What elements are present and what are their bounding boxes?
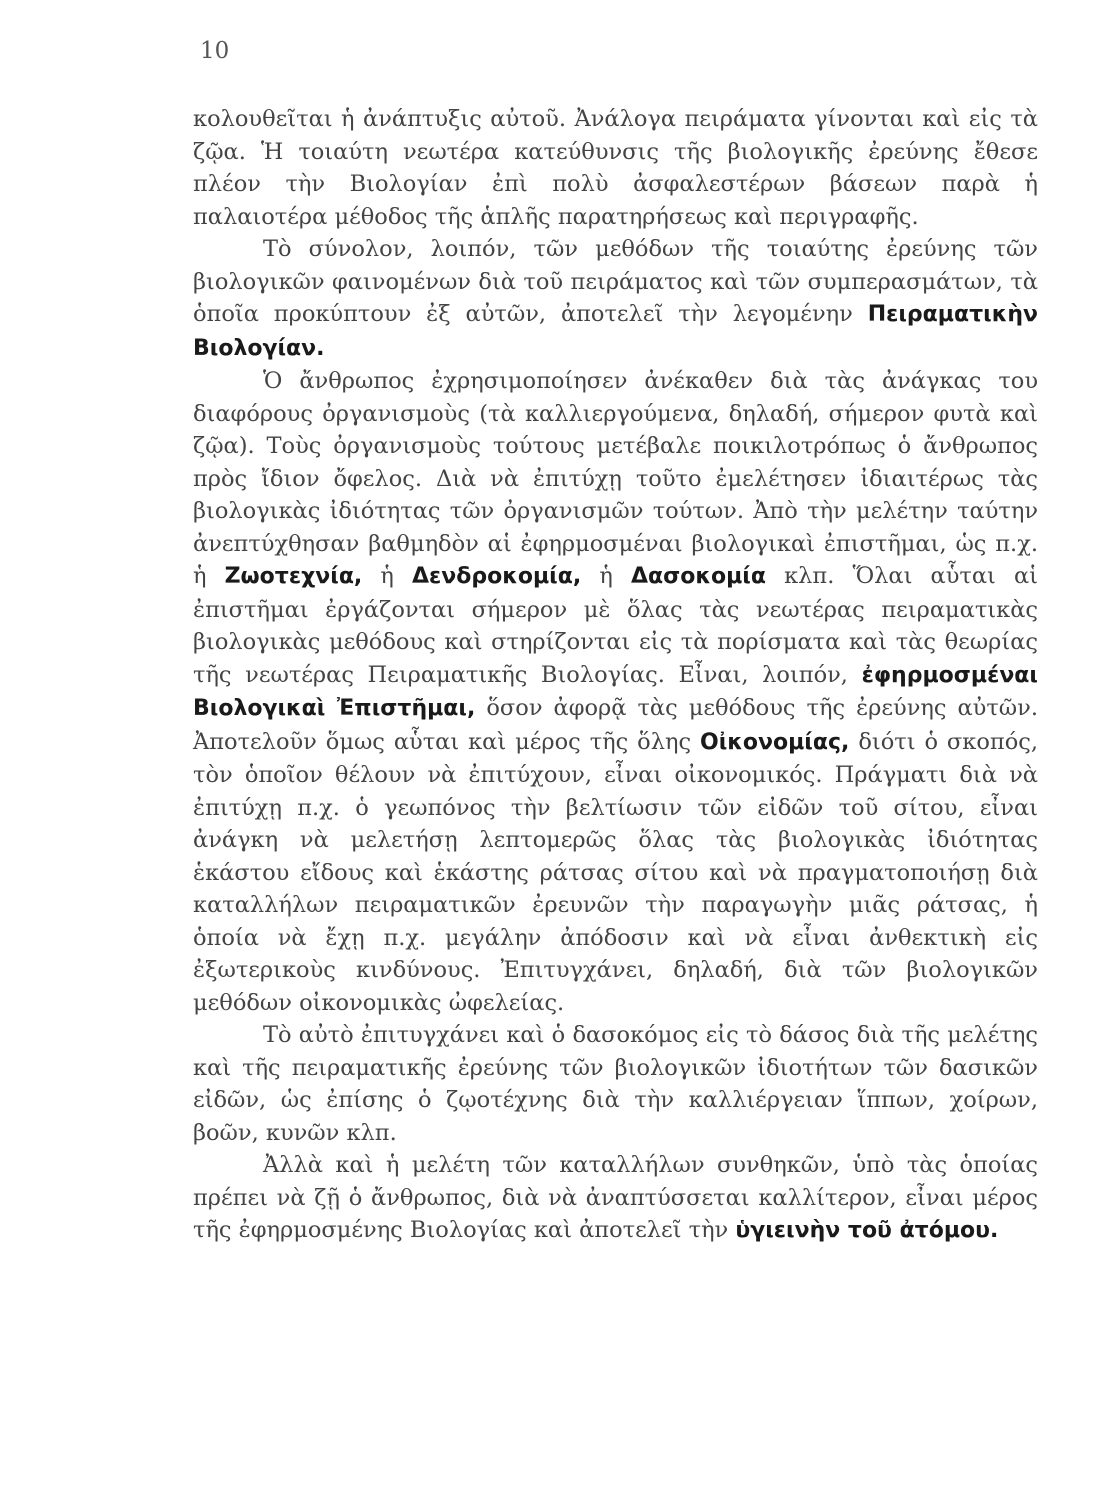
text-run: διότι ὁ σκοπός, τὸν ὁποῖον θέλουν νὰ ἐπιτύχουν, εἶναι οἰκονομικός. Πράγματι διὰ νὰ ἐπιτύχῃ π.χ. ὁ γεωπόνος τὴν βελτίωσιν τῶν εἰδῶν τοῦ σίτου, εἶναι ἀνάγκη νὰ μελετήσῃ λεπτομερῶς ὅλας τὰς βιολογικὰς ἰδιότητας ἑκάστου εἴδους καὶ ἑκάστης ράτσας σίτου καὶ νὰ πραγματοποιήσῃ διὰ καταλλήλων πειραματικῶν ἐρευνῶν τὴν παραγωγὴν μιᾶς ράτσας, ἡ ὁποία νὰ ἔχῃ π.χ. μεγάλην ἀπόδοσιν καὶ νὰ εἶναι ἀνθεκτικὴ εἰς ἐξωτερικοὺς κινδύνους. Ἐπιτυγχάνει, δηλαδή, διὰ τῶν βιολογικῶν μεθόδων οἰκονομικὰς ὠφελείας. [193,728,1038,1016]
paragraph [193,365,1038,1019]
text-run: Ἀλλὰ καὶ ἡ μελέτη τῶν καταλλήλων συνθηκῶν, ὑπὸ τὰς ὁποίας πρέπει νὰ ζῇ ὁ ἄνθρωπος, διὰ νὰ ἀναπτύσσεται καλλίτερον, εἶναι μέρος τῆς ἐφηρμοσμένης Βιολογίας καὶ ἀποτελεῖ τὴν [193,1152,1038,1243]
text-run: κολουθεῖται ἡ ἀνάπτυξις αὐτοῦ. Ἀνάλογα πειράματα γίνονται καὶ εἰς τὰ ζῷα. Ἡ τοιαύτη νεωτέρα κατεύθυνσις τῆς βιολογικῆς ἐρεύνης ἔθεσε πλέον τὴν Βιολογίαν ἐπὶ πολὺ ἀσφαλεστέρων βάσεων παρὰ ἡ παλαιοτέρα μέθοδος τῆς ἁπλῆς παρατηρήσεως καὶ περιγραφῆς. [193,106,1038,230]
bold-term: ἐφηρμοσμέναι Βιολογικαὶ Ἐπιστῆμαι, [193,662,1038,721]
text-run: ὅσον ἀφορᾷ τὰς μεθόδους τῆς ἐρεύνης αὐτῶν. Ἀποτελοῦν ὅμως αὗται καὶ μέρος τῆς ὅλης [193,695,1038,755]
text-run: κλπ. Ὅλαι αὗται αἱ ἐπιστῆμαι ἐργάζονται σήμερον μὲ ὅλας τὰς νεωτέρας πειραματικὰς βιολογικὰς μεθόδους καὶ στηρίζονται εἰς τὰ πορίσματα καὶ τὰς θεωρίας τῆς νεωτέρας Πειραματικῆς Βιολογίας. Εἶναι, λοιπόν, [193,563,1038,688]
text-run: Τὸ αὐτὸ ἐπιτυγχάνει καὶ ὁ δασοκόμος εἰς τὸ δάσος διὰ τῆς μελέτης καὶ τῆς πειραματικῆς ἐρεύνης τῶν βιολογικῶν ἰδιοτήτων τῶν δασικῶν εἰδῶν, ὡς ἐπίσης ὁ ζῳοτέχνης διὰ τὴν καλλιέργειαν ἵππων, χοίρων, βοῶν, κυνῶν κλπ. [193,1022,1038,1146]
bold-term: Πειραματικὴν Βιολογίαν. [193,302,1038,361]
paragraph [193,1149,1038,1248]
bold-term: Ζωοτεχνία, [224,564,363,589]
bold-term: ὑγιεινὴν τοῦ ἀτόμου. [735,1218,999,1243]
paragraph [193,233,1038,365]
page-number: 10 [200,38,230,64]
text-run: Ὁ ἄνθρωπος ἐχρησιμοποίησεν ἀνέκαθεν διὰ τὰς ἀνάγκας του διαφόρους ὀργανισμοὺς (τὰ καλλιεργούμενα, δηλαδή, σήμερον φυτὰ καὶ ζῷα). Τοὺς ὀργανισμοὺς τούτους μετέβαλε ποικιλοτρόπως ὁ ἄνθρωπος πρὸς ἴδιον ὄφελος. Διὰ νὰ ἐπιτύχῃ τοῦτο ἐμελέτησεν ἰδιαιτέρως τὰς βιολογικὰς ἰδιότητας τῶν ὀργανισμῶν τούτων. Ἀπὸ τὴν μελέτην ταύτην ἀνεπτύχθησαν βαθμηδὸν αἱ ἐφηρμοσμέναι βιολογικαὶ ἐπιστῆμαι, ὡς π.χ. ἡ [193,368,1038,589]
bold-term: Δενδροκομία, [412,564,582,589]
paragraph [193,1019,1038,1149]
bold-term: Οἰκονομίας, [700,729,850,755]
text-run: Τὸ σύνολον, λοιπόν, τῶν μεθόδων τῆς τοιαύτης ἐρεύνης τῶν βιολογικῶν φαινομένων διὰ τοῦ πειράματος καὶ τῶν συμπερασμάτων, τὰ ὁποῖα προκύπτουν ἐξ αὐτῶν, ἀποτελεῖ τὴν λεγομένην [193,236,1038,327]
body-text [193,103,1038,1248]
paragraph [193,103,1038,233]
text-run: ἡ [362,563,413,589]
bold-term: Δασοκομία [630,564,766,589]
text-run: ἡ [581,563,631,589]
